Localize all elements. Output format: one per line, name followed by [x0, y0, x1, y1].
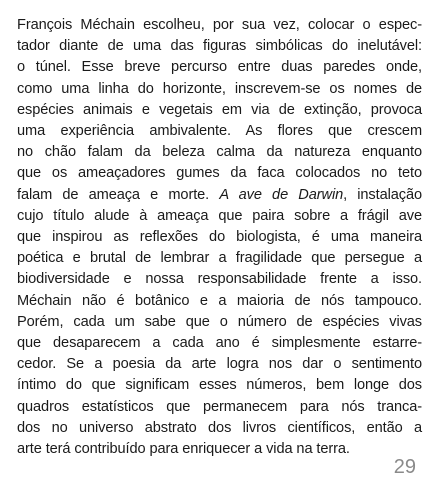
text-line: [17, 312, 422, 333]
text-line: [17, 227, 422, 248]
text-run: que os ameaçadores gumes da faca colocados no teto: [17, 165, 422, 182]
text-run: como uma linha do horizonte, inscrevem-se os nomes de: [17, 80, 422, 97]
text-run: que inspirou as reflexões do biologista, é uma maneira: [17, 229, 422, 246]
text-run: íntimo do que significam esses números, bem longe dos: [17, 377, 422, 394]
text-line: [17, 397, 422, 418]
text-line: [17, 418, 422, 439]
text-line: [17, 354, 422, 375]
text-run: que desaparecem a cada ano é simplesmente estarre-: [17, 335, 422, 352]
text-line: [17, 439, 422, 460]
text-run: , instalação: [343, 186, 422, 203]
text-line: [17, 36, 422, 57]
text-run: arte terá contribuído para enriquecer a vida na terra.: [17, 441, 350, 458]
text-line: [17, 206, 422, 227]
text-run: quadros estatísticos que permanecem para nós tranca-: [17, 398, 422, 415]
text-line: [17, 291, 422, 312]
text-run: no chão falam da beleza calma da natureza enquanto: [17, 144, 422, 161]
page-number: 29: [393, 456, 416, 478]
text-run: dos no universo abstrato dos livros científicos, então a: [17, 419, 422, 436]
text-line: [17, 79, 422, 100]
text-line: [17, 121, 422, 142]
text-run: tador diante de uma das figuras simbólicas do inelutável:: [17, 38, 422, 55]
text-line: [17, 15, 422, 36]
text-run: o túnel. Esse breve percurso entre duas paredes onde,: [17, 59, 422, 76]
artwork-title: A ave de Darwin: [219, 186, 344, 203]
text-run: espécies animais e vegetais em via de extinção, provoca: [17, 101, 422, 118]
text-run: cujo título alude à ameaça que paira sobre a frágil ave: [17, 207, 422, 224]
text-line: [17, 375, 422, 396]
text-run: cedor. Se a poesia da arte logra nos dar o sentimento: [17, 356, 422, 373]
text-line: [17, 142, 422, 163]
text-run: Porém, cada um sabe que o número de espécies vivas: [17, 313, 422, 330]
text-line: [17, 269, 422, 290]
text-line: [17, 100, 422, 121]
text-run: poética e brutal de lembrar a fragilidade que persegue a: [17, 250, 422, 267]
text-line: [17, 57, 422, 78]
text-line: [17, 333, 422, 354]
text-line: [17, 248, 422, 269]
text-run: uma experiência ambivalente. As flores que crescem: [17, 123, 422, 140]
body-paragraph: [17, 15, 422, 460]
text-line: [17, 163, 422, 184]
text-line: [17, 185, 422, 206]
text-run: falam de ameaça e morte.: [17, 186, 220, 203]
text-run: biodiversidade e nossa responsabilidade frente a isso.: [17, 271, 422, 288]
text-run: Méchain não é botânico e a maioria de nós tampouco.: [17, 292, 422, 309]
text-run: François Méchain escolheu, por sua vez, colocar o espec-: [17, 17, 422, 33]
